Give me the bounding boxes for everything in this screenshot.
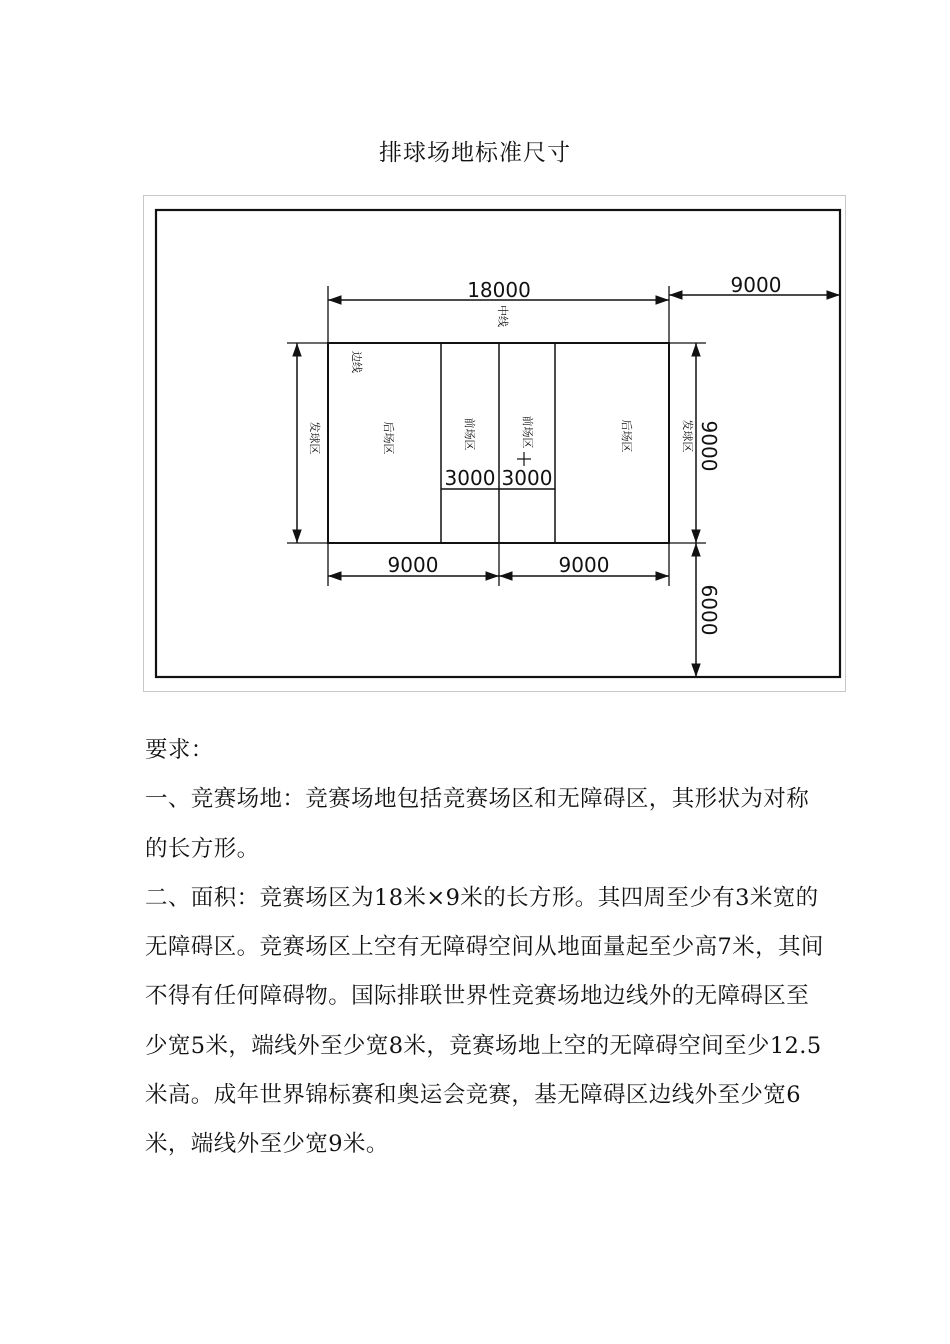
dim-court-width: 9000 bbox=[697, 420, 721, 472]
dim-half-left: 9000 bbox=[387, 553, 439, 577]
dim-free-side: 6000 bbox=[697, 584, 721, 636]
dim-front-left: 3000 bbox=[444, 466, 496, 490]
label-side-line: 边线 bbox=[350, 351, 363, 373]
page-title: 排球场地标准尺寸 bbox=[379, 140, 571, 166]
paragraph-area: 二、面积：竞赛场区为18米×9米的长方形。其四周至少有3米宽的无障碍区。竞赛场区上空有无障碍空间从地面量起至少高7米，其间不得有任何障碍物。国际排联世界性竞赛场地边线外的无障碍区至少宽5米，端线外至少宽8米，竞赛场地上空的无障碍空间至少12.5米高。成年世界锦标赛和奥运会竞赛，基无障碍区边线外至少宽6米，端线外至少宽9米。 bbox=[145, 884, 824, 1158]
label-serve-left: 发球区 bbox=[308, 421, 321, 455]
requirements-heading: 要求： bbox=[145, 737, 214, 763]
court-diagram-svg bbox=[144, 196, 847, 693]
court-diagram bbox=[143, 195, 846, 692]
dim-court-length: 18000 bbox=[467, 278, 531, 302]
requirements-text bbox=[145, 726, 825, 1170]
dim-free-end: 9000 bbox=[730, 273, 782, 297]
label-back-right: 后场区 bbox=[620, 419, 633, 453]
label-front-right: 前场区 bbox=[521, 415, 534, 449]
label-serve-right: 发球区 bbox=[681, 419, 694, 453]
label-front-left: 前场区 bbox=[463, 417, 476, 451]
label-back-left: 后场区 bbox=[382, 421, 395, 455]
dim-half-right: 9000 bbox=[558, 553, 610, 577]
label-center-line: 中线 bbox=[496, 305, 509, 327]
paragraph-site: 一、竞赛场地：竞赛场地包括竞赛场区和无障碍区，其形状为对称的长方形。 bbox=[145, 786, 810, 862]
dim-front-right: 3000 bbox=[501, 466, 553, 490]
